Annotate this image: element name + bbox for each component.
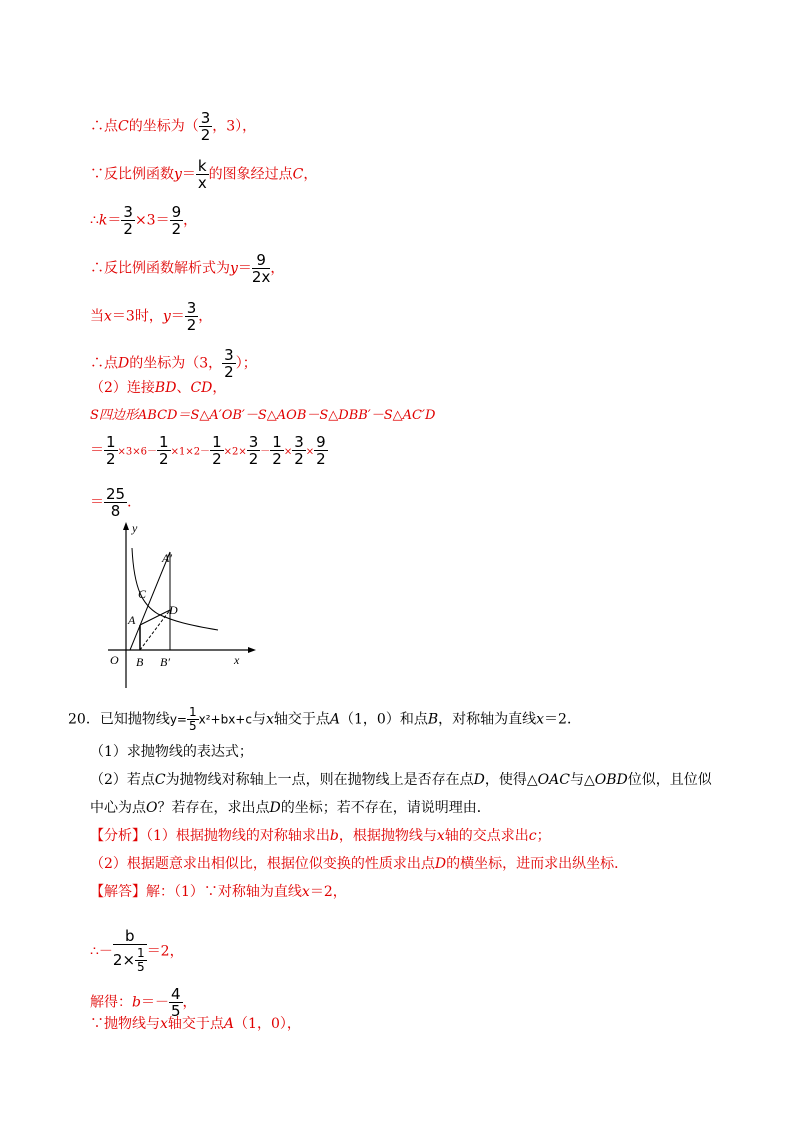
label-b: B [136,655,144,669]
text: 轴的交点求出 [444,828,529,844]
numerator: 1 [106,433,116,451]
var: x [265,711,274,728]
numerator: 1 [188,705,197,719]
text: ，3）， [212,118,257,135]
text: 轴交于点 [167,1016,224,1032]
text: 的图象经过点 [208,166,293,183]
text: ＝－ [140,994,169,1011]
coordinate-graph [88,520,258,690]
var: C [292,166,304,183]
text: 的坐标为（3， [129,355,223,372]
fraction [121,204,135,237]
var: OBD [594,772,628,788]
text: （2）连接 [90,380,155,396]
text: （1，0）和点 [340,711,428,728]
text: ？若存在，求出点 [157,800,270,816]
text: ， [303,166,318,183]
denominator: 2 [212,450,222,468]
fraction [270,434,284,467]
denominator: 2 [106,450,116,468]
fraction [210,434,224,467]
text: ＝2， [146,943,184,960]
var: b [329,828,339,844]
denominator: 2 [159,450,169,468]
solution-tag: 【解答】 [90,884,146,900]
numerator: 25 [106,485,126,503]
denominator: 5 [170,1002,181,1020]
x-arrow-icon [248,647,256,653]
text: ∵反比例函数 [90,166,174,183]
var: CD [190,380,213,396]
inner-fraction [135,947,147,974]
line-area-result [90,486,141,519]
text: ，根据抛物线与 [338,828,437,844]
text: ×1×2－ [170,446,211,458]
numerator: 9 [252,252,270,269]
line-area-formula [90,406,435,426]
var: O [146,800,158,816]
numerator: 1 [159,433,169,451]
var: D [434,856,447,872]
text: ， [212,380,227,396]
var: B [427,711,439,728]
label-y: y [132,521,138,535]
line-analytic-expression [90,252,284,285]
denominator: 2 [123,220,133,238]
question-number: 20． [68,711,100,728]
text: ∴点 [90,355,118,372]
fraction [187,706,199,733]
var: C [154,772,166,788]
area-formula: S四边形ABCD＝S△A′OB′－S△AOB－S△DBB′－S△AC′D [90,408,436,423]
denominator: 2 [272,450,282,468]
text: 的坐标；若不存在，请说明理由． [280,800,491,816]
text: ． [127,494,142,511]
denominator: 2 [224,363,234,381]
var: D [269,800,281,816]
text: ∴反比例函数解析式为 [90,260,230,277]
denominator: 2 [171,220,182,238]
label-c: C [138,587,147,601]
denominator: 2 [248,450,259,468]
text: ， [270,260,285,277]
analysis-line-1 [90,826,551,846]
var: x [436,828,445,844]
label-x: x [234,653,240,667]
fraction [252,252,270,285]
denominator: 2 [294,450,304,468]
numerator: 3 [294,433,304,451]
line-area-computation [90,434,328,467]
label-b-prime: B′ [160,655,170,669]
var: OAC [537,772,570,788]
fraction [104,486,127,519]
line-bd-dashed [140,610,170,650]
text: 的坐标为（ [128,118,199,135]
numerator: k [197,157,207,175]
fraction [314,434,328,467]
text: ∴－ [90,943,113,960]
text: ； [536,828,551,844]
var: x [301,884,310,900]
line-inverse-function [90,158,317,191]
text: 解：（1）∵对称轴为直线 [146,884,302,900]
text: ＝ [90,442,104,459]
text: ）； [235,355,257,372]
label-o: O [110,653,119,667]
analysis-tag: 【分析】 [90,828,146,844]
fraction [113,928,147,975]
label-d: D [169,603,178,617]
text: ∵抛物线与 [90,1016,160,1032]
numerator: 1 [137,946,145,960]
var: x [160,1016,168,1032]
text: 解得： [90,994,132,1011]
denominator: 5 [137,960,145,974]
line-point-c [90,110,256,143]
text: 与△ [569,772,595,788]
text: ， [183,212,198,229]
var: BD [154,380,177,396]
text: ＝ [181,166,196,183]
fraction [196,158,209,191]
text: ∴ [90,212,99,229]
text: ∴点 [90,118,118,135]
fraction [185,300,199,333]
var: y [174,166,182,183]
fraction [199,110,213,143]
numerator: 3 [186,299,197,317]
solution-line-1 [90,882,347,902]
numerator: 1 [212,433,222,451]
text: ， [182,994,197,1011]
text: ×3＝ [134,212,170,229]
var: c [528,828,537,844]
text: ＝3时， [111,308,163,325]
var: k [98,212,108,229]
var: x [104,308,112,325]
text: ＝ [237,260,252,277]
denominator: 2 [316,450,326,468]
var: y [230,260,238,277]
var: x [536,711,545,728]
text: 当 [90,308,104,325]
text: （1）根据抛物线的对称轴求出 [146,828,330,844]
text: ＝ [107,212,122,229]
text: 的横坐标，进而求出纵坐标． [446,856,629,872]
text: 为抛物线对称轴上一点，则在抛物线上是否存在点 [165,772,474,788]
var: C [118,118,129,135]
numerator: 9 [316,433,326,451]
denominator: 5 [188,719,197,733]
text: × [283,446,293,458]
line-point-d [90,347,257,380]
text: 中心为点 [90,800,146,816]
denominator: 2 [200,126,211,144]
text: （1）求抛物线的表达式； [90,744,253,760]
denominator: 8 [110,502,121,520]
numerator: 9 [171,203,182,221]
numerator: 3 [224,346,234,364]
text: 2× [112,951,136,969]
fraction [292,434,306,467]
text: ＝2． [544,711,581,728]
line-oa-prime [130,552,170,650]
text: （2）根据题意求出相似比，根据位似变换的性质求出点 [90,856,435,872]
text: ×3×6－ [117,446,158,458]
line-k-value [90,204,197,237]
denominator: 2 [186,316,197,334]
numerator: 3 [200,109,211,127]
analysis-line-2 [90,854,628,874]
line-connect-bd-cd [90,378,226,398]
denominator: 2x [251,268,271,286]
text: （1，0）， [234,1016,301,1032]
var: b [132,994,141,1011]
text: y= [169,712,187,727]
text: ×2× [223,446,247,458]
fraction [247,434,261,467]
var: D [118,355,130,372]
label-a: A [128,613,136,627]
question-20-part-1 [90,742,253,762]
fraction [104,434,118,467]
numerator: b [113,928,147,945]
text: ＝2， [309,884,347,900]
text: 轴交于点 [273,711,330,728]
text: （2）若点 [90,772,155,788]
solution-line-4 [90,1014,301,1034]
text: 位似，且位似 [627,772,712,788]
var: D [473,772,485,788]
var: A [329,711,340,728]
numerator: 3 [123,203,133,221]
denominator: x [197,174,207,192]
text: ，对称轴为直线 [438,711,537,728]
question-20-stem [68,706,581,733]
text: × [305,446,315,458]
numerator: 1 [272,433,282,451]
solution-line-2 [90,928,184,975]
text: ＝ [170,308,185,325]
question-20-part-2-cont [90,798,491,818]
text: ，使得△ [484,772,538,788]
var: y [162,308,171,325]
text: ， [198,308,213,325]
fraction [157,434,171,467]
question-20-part-2 [90,770,712,790]
text: x²+bx+c [198,712,252,727]
text: － [260,446,271,458]
line-when-x-3 [90,300,212,333]
text: 、 [176,380,191,396]
label-a-prime: A′ [162,551,172,565]
text: 已知抛物线 [99,711,170,728]
var: A [223,1016,235,1032]
y-arrow-icon [123,522,129,530]
denominator [113,945,147,975]
numerator: 3 [248,433,259,451]
fraction [222,347,236,380]
numerator: 4 [170,985,181,1003]
fraction [170,204,184,237]
text: ＝ [90,494,104,511]
text: 与 [251,711,266,728]
